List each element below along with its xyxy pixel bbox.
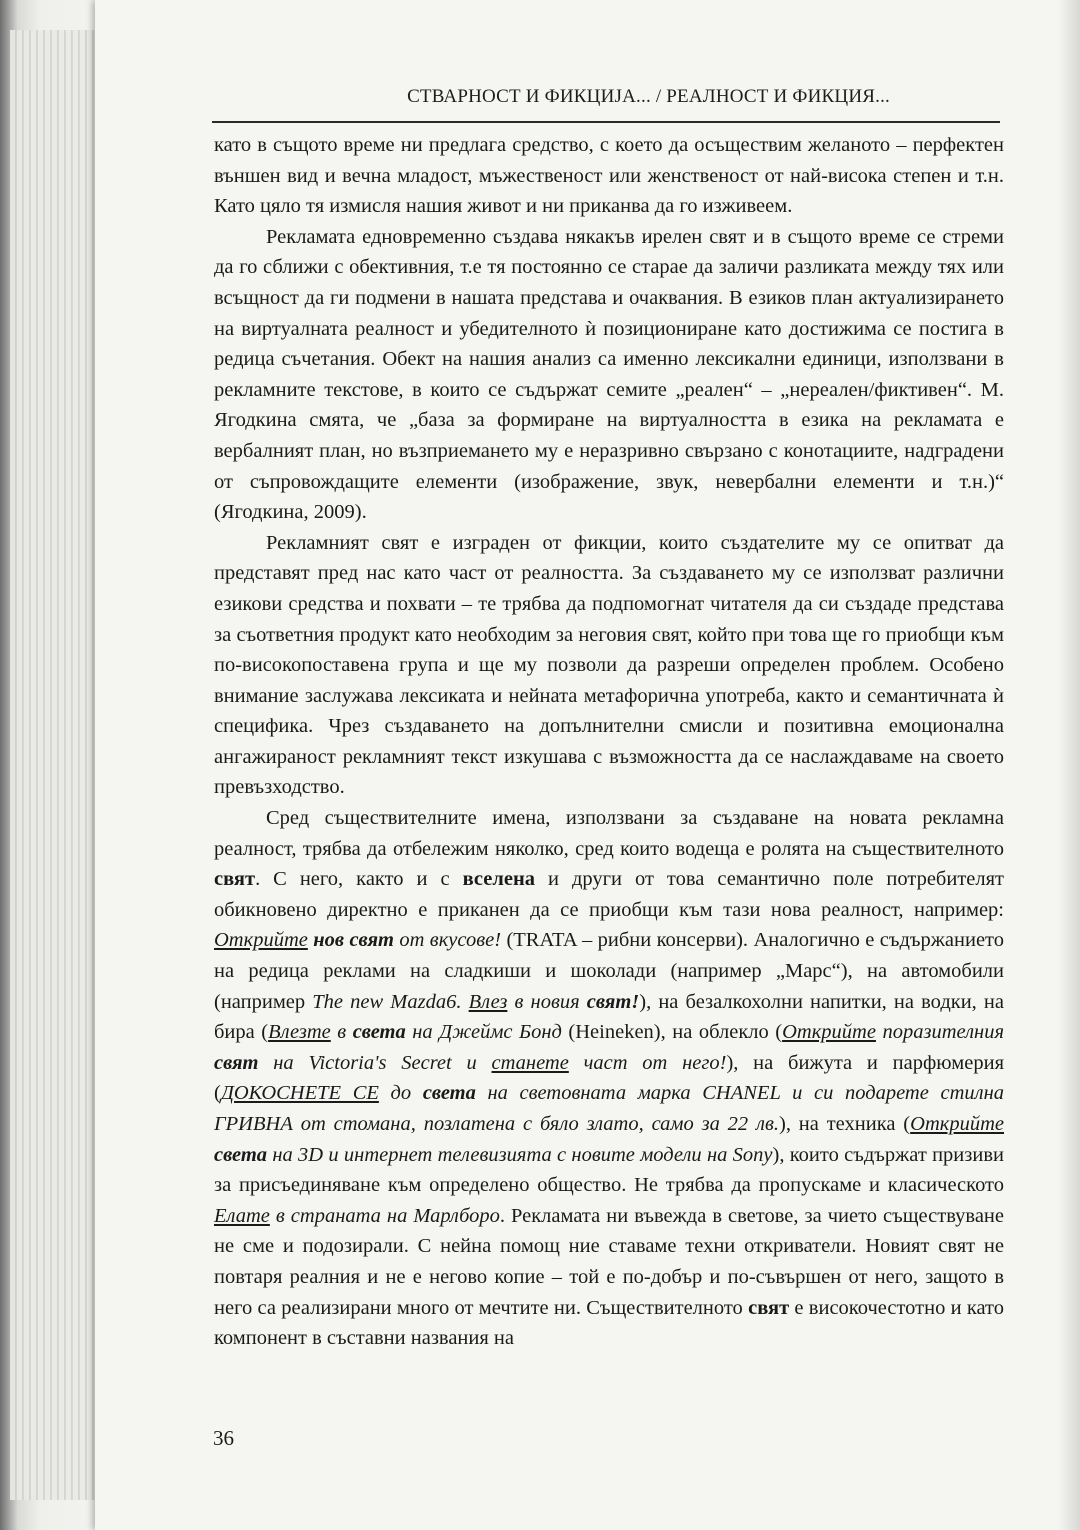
- paragraph-2: Рекламата едновременно създава някакъв ирелен свят и в същото време се стреми да го сближи с обективния, т.е тя постоянно се старае да заличи разликата между тях или всъщност да ги подмени в нашата представа и очаквания. В езиков план актуализирането на виртуалната реалност и убедителното ѝ позициониране като достижима се постига в редица съчетания. Обект на нашия анализ са именно лексикални единици, използвани в рекламните текстове, в които се съдържат семите „реален“ – „нереален/фиктивен“. М. Ягодкина смята, че „база за формиране на виртуалността в езика на рекламата е вербалният план, но възприемането му е неразривно свързано с конотациите, надградени от съпровождащите елементи (изображение, звук, невербални елементи и т.н.)“ (Ягодкина, 2009).: [214, 225, 1004, 524]
- example-text: на Джеймс Бонд: [405, 1021, 562, 1044]
- paragraph-1: като в същото време ни предлага средство, с което да осъществим желаното – перфектен външен вид и вечна младост, мъжественост или женственост от най-висока степен и т.н. Като цяло тя измисля нашия живот и ни приканва да го изживеем.: [214, 134, 1004, 218]
- example-keyword: света: [352, 1021, 406, 1044]
- example-verb: Влез: [468, 990, 508, 1013]
- text-run: Сред съществителните имена, използвани за създаване на новата рекламна реалност, трябва да отбележим няколко, сред които водеща е ролята на съществителното: [214, 807, 1004, 860]
- example-verb: Открийте: [910, 1113, 1004, 1135]
- keyword-svyat: свят: [214, 868, 256, 891]
- header-rule: [212, 121, 1000, 123]
- example-text: от вкусове!: [393, 929, 502, 952]
- keyword-vselena: вселена: [462, 868, 536, 891]
- paragraph-3: Рекламният свят е изграден от фикции, които създателите му се опитват да представят пред нас като част от реалността. За създаването му се използват различни езикови средства и похвати – те трябва да подпомогнат читателя да си създаде представа за съответния продукт като необходим за неговия свят, който при това ще го приобщи към по-високопоставена група и ще му позволи да разреши определен проблем. Особено внимание заслужава лексиката и нейната метафорична употреба, както и семантичната ѝ специфика. Чрез създаването на допълнителни смисли и позитивна емоционална ангажираност рекламният текст изкушава с възможността да се наслаждаваме на своето превъзходство.: [214, 531, 1004, 799]
- text-run: и други от това семантично поле потребителят обикновено директно е приканен да се приобщи към тази нова реалност, например:: [214, 868, 1004, 921]
- running-head: СТВАРНОСТ И ФИКЦИЈА... / РЕАЛНОСТ И ФИКЦИЯ...: [407, 86, 890, 107]
- example-text: на световната марка CHANEL и си подарете стилна ГРИВНА от стомана, позлатена с бяло злато, само за 22 лв.: [214, 1082, 1004, 1135]
- keyword-svyat: свят: [748, 1296, 790, 1319]
- text-run: ), на бижута и парфюмерия (: [214, 1051, 1005, 1105]
- example-verb: Влезте: [268, 1021, 331, 1044]
- example-keyword: света: [422, 1082, 476, 1105]
- example-verb: Елате: [214, 1204, 270, 1227]
- example-text: част от него!: [568, 1051, 727, 1074]
- example-text: The new Mazda6.: [312, 990, 469, 1013]
- example-text: до: [378, 1082, 423, 1105]
- example-text: в страната на Марлборо: [269, 1204, 500, 1227]
- example-text: в новия: [507, 990, 587, 1013]
- text-run: . Рекламата ни въвежда в светове, за чието съществуване не сме и подозирали. С нейна помощ ние ставаме техни откриватели. Новият свят не повтаря реалния и не е негово копие – той е по-добър и по-съвършен от него, защото в него са реализирани много от мечтите ни. Съществителното: [214, 1204, 1004, 1319]
- example-keyword: свят!: [586, 990, 640, 1013]
- example-text: поразителния: [875, 1021, 1004, 1044]
- page-gutter-shadow: [1058, 0, 1080, 1530]
- example-text: на Victoria's Secret и: [258, 1051, 492, 1074]
- example-text: на 3D и интернет телевизията с новите модели на Sony: [267, 1143, 773, 1166]
- example-verb: станете: [491, 1051, 569, 1074]
- example-verb: Открийте: [782, 1021, 876, 1044]
- text-run: ), на техника (: [779, 1113, 911, 1135]
- paragraph-4: [214, 803, 1004, 1354]
- example-verb: ДОКОСНЕТЕ СЕ: [220, 1082, 379, 1105]
- example-keyword: нов свят: [313, 929, 394, 952]
- text-run: е високочестотно и като компонент в съставни названия на: [214, 1296, 1004, 1350]
- example-text: в: [330, 1021, 353, 1044]
- text-run: (TRATA – рибни консерви). Аналогично е съдържанието на редица реклами на сладкиши и шоколади (например „Марс“), на автомобили (например: [214, 929, 1005, 1013]
- body-text: [214, 130, 1004, 1354]
- text-run: (Heineken), на облекло (: [561, 1021, 783, 1044]
- text-run: ), на безалкохолни напитки, на водки, на бира (: [214, 990, 1005, 1044]
- example-verb: Открийте: [214, 929, 308, 952]
- example-keyword: свят: [214, 1051, 259, 1074]
- text-run: ), които съдържат призиви за присъединяване към определено общество. Не трябва да пропускаме и класическото: [214, 1143, 1004, 1197]
- example-keyword: света: [214, 1143, 268, 1166]
- page-number: 36: [213, 1426, 234, 1450]
- text-run: . С него, както и с: [255, 868, 463, 891]
